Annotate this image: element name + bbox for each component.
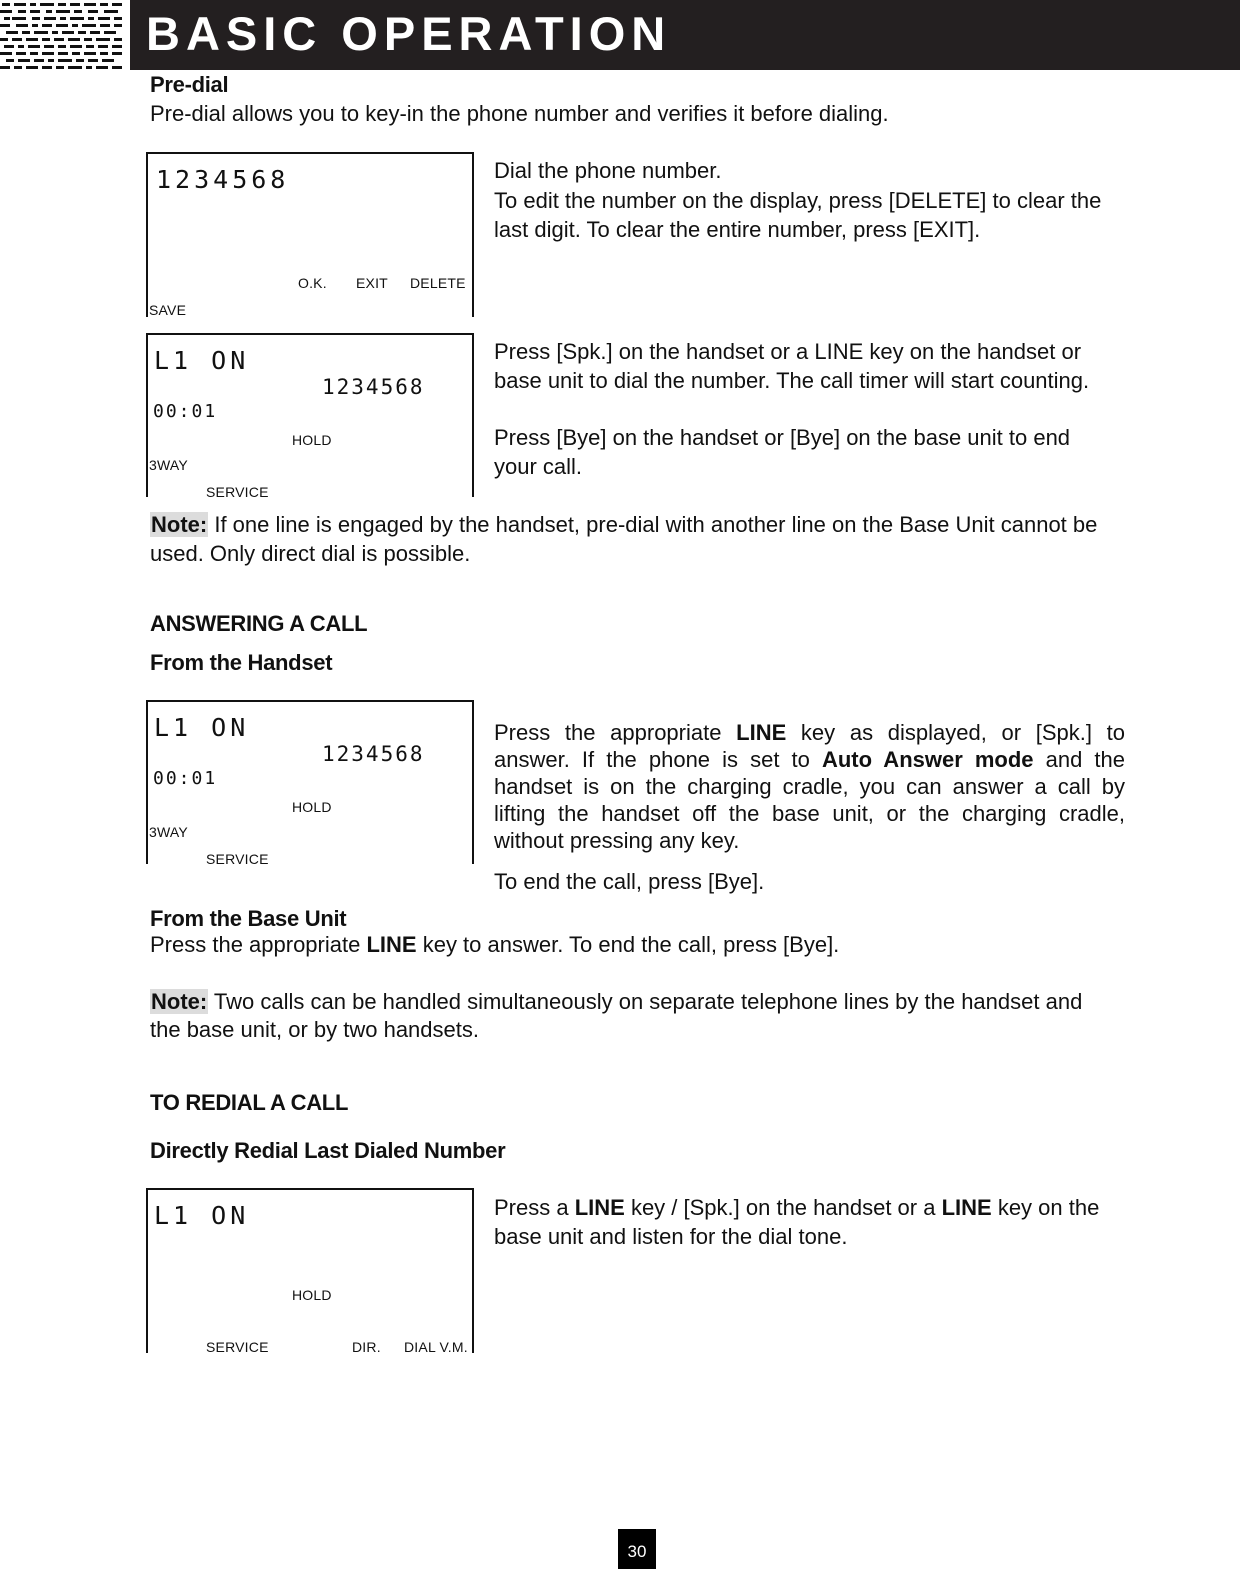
base-text-1: Press the appropriate	[150, 932, 367, 957]
auto-answer-term: Auto Answer mode	[821, 747, 1034, 772]
lcd-display-predial-entry	[146, 152, 474, 317]
lcd-number: 1234568	[322, 375, 425, 399]
predial-step1-title: Dial the phone number.	[494, 158, 722, 183]
line-key-term: LINE	[941, 1195, 992, 1220]
note-text: Two calls can be handled simultaneously on separate telephone lines by the handset and the base unit, or by two handsets.	[150, 989, 1083, 1042]
redial-instructions	[494, 1193, 1114, 1251]
softkey-service: SERVICE	[206, 1339, 269, 1355]
answering-heading: ANSWERING A CALL	[150, 611, 368, 636]
from-handset-heading: From the Handset	[150, 650, 333, 675]
answer-text-3: and the handset is on the charging cradle, you can answer a call by lifting the handset off the base unit, or the charging cradle, without pressing any key.	[494, 747, 1125, 853]
corner-pattern-graphic	[0, 0, 124, 74]
answering-note	[150, 988, 1100, 1044]
lcd-number: 1234568	[322, 742, 425, 766]
redial-heading: TO REDIAL A CALL	[150, 1090, 349, 1115]
predial-intro: Pre-dial allows you to key-in the phone number and verifies it before dialing.	[150, 101, 889, 126]
answer-text-1: Press the appropriate	[494, 720, 737, 745]
line-key-term: LINE	[736, 720, 787, 745]
lcd-line-status: L1 ON	[154, 1201, 250, 1230]
redial-text-1: Press a	[494, 1195, 575, 1220]
redial-text-2: key / [Spk.] on the handset or a	[624, 1195, 942, 1220]
lcd-line-status: L1 ON	[154, 713, 250, 742]
predial-note	[150, 510, 1120, 568]
softkey-3way: 3WAY	[149, 457, 188, 473]
softkey-service: SERVICE	[206, 851, 269, 867]
softkey-hold: HOLD	[292, 432, 332, 448]
softkey-delete: DELETE	[410, 275, 466, 291]
predial-step2-text: Press [Spk.] on the handset or a LINE key on the handset or base unit to dial the number. The call timer will start counting.	[494, 339, 1090, 393]
answer-instructions	[494, 719, 1125, 854]
lcd-timer: 00:01	[153, 768, 218, 789]
redial-sub-heading: Directly Redial Last Dialed Number	[150, 1138, 506, 1163]
predial-heading: Pre-dial	[150, 72, 229, 97]
softkey-dial-vm: DIAL V.M.	[404, 1339, 468, 1355]
softkey-3way: 3WAY	[149, 824, 188, 840]
softkey-dir: DIR.	[352, 1339, 381, 1355]
softkey-save: SAVE	[149, 302, 187, 318]
predial-step1-text: To edit the number on the display, press [DELETE] to clear the last digit. To clear the entire number, press [EXIT].	[494, 188, 1102, 242]
from-base-heading: From the Base Unit	[150, 906, 347, 931]
lcd-display-answer	[146, 700, 474, 867]
answer-text-2: key as displayed, or [Spk.] to answer. If the phone is set to	[494, 720, 1125, 772]
softkey-exit: EXIT	[356, 275, 388, 291]
note-text: If one line is engaged by the handset, pre-dial with another line on the Base Unit cannot be used. Only direct dial is possible.	[150, 512, 1098, 566]
lcd-display-redial	[146, 1188, 474, 1353]
predial-step2-end: Press [Bye] on the handset or [Bye] on the base unit to end your call.	[494, 425, 1071, 479]
lcd-line-status: L1 ON	[154, 346, 250, 375]
answer-end-call: To end the call, press [Bye].	[494, 869, 765, 894]
softkey-service: SERVICE	[206, 484, 269, 500]
page-number: 30	[618, 1529, 656, 1569]
line-key-term: LINE	[366, 932, 417, 957]
softkey-hold: HOLD	[292, 1287, 332, 1303]
softkey-hold: HOLD	[292, 799, 332, 815]
redial-text-3: key on the base unit and listen for the dial tone.	[494, 1195, 1100, 1249]
softkey-ok: O.K.	[298, 275, 327, 291]
note-label: Note:	[151, 989, 208, 1014]
lcd-display-predial-call	[146, 333, 474, 500]
base-text-2: key to answer. To end the call, press [Bye].	[416, 932, 840, 957]
lcd-number: 1234568	[156, 165, 290, 194]
line-key-term: LINE	[574, 1195, 625, 1220]
note-label: Note:	[151, 512, 208, 537]
page-title: BASIC OPERATION	[146, 7, 672, 60]
base-instructions	[150, 930, 1150, 959]
lcd-timer: 00:01	[153, 401, 218, 422]
